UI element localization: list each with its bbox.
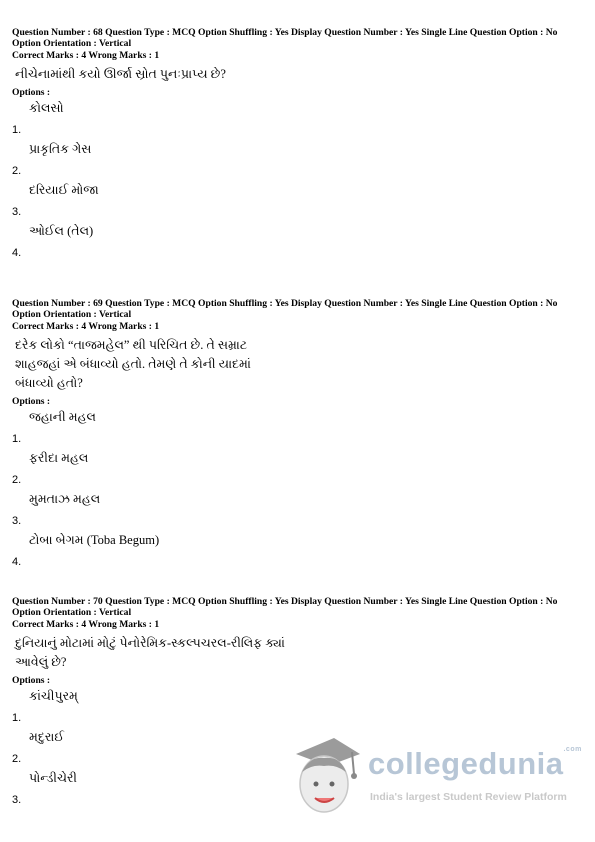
option-1[interactable] [12,408,587,449]
option-text: મદુરાઈ [29,730,64,744]
option-text: પ્રાકૃતિક ગેસ [29,142,92,156]
option-number: 1. [12,433,22,445]
option-number: 2. [12,165,22,177]
option-number: 3. [12,206,22,218]
options-label: Options : [12,396,51,407]
option-number: 2. [12,753,22,765]
option-3[interactable] [12,490,587,531]
option-text: જહાની મહલ [29,410,96,424]
options-label: Options : [12,87,51,98]
question-meta: Question Number : 68 Question Type : MCQ Option Shuffling : Yes Display Question Number : Yes Single Line Question Option : No Option Orientation : Vertical [12,27,558,49]
option-number: 2. [12,474,22,486]
option-2[interactable] [12,449,587,490]
mascot-icon [290,732,366,822]
watermark-tagline: India's largest Student Review Platform [370,791,567,803]
question-marks: Correct Marks : 4 Wrong Marks : 1 [12,50,160,61]
question-marks: Correct Marks : 4 Wrong Marks : 1 [12,619,160,630]
option-text: મુમતાઝ મહલ [29,492,101,506]
option-1[interactable] [12,687,587,728]
option-4[interactable] [12,222,587,263]
option-number: 1. [12,124,22,136]
question-meta: Question Number : 69 Question Type : MCQ Option Shuffling : Yes Display Question Number : Yes Single Line Question Option : No Option Orientation : Vertical [12,298,558,320]
option-number: 3. [12,515,22,527]
option-number: 1. [12,712,22,724]
option-text: કોલસો [29,101,64,115]
option-text: ફરીદા મહલ [29,451,89,465]
option-number: 4. [12,556,22,568]
option-text: કાંચીપુરમ્ [29,689,78,703]
option-text: ટોબા બેગમ (Toba Begum) [29,533,160,547]
question-text: દરેક લોકો “તાજમહેલ” થી પરિચિત છે. તે સમ્રાટ શાહજહાં એ બંધાવ્યો હતો. તેમણે તે કોની યાદમાં બંધાવ્યો હતો? [15,338,251,390]
question-marks: Correct Marks : 4 Wrong Marks : 1 [12,321,160,332]
question-text: નીચેનામાંથી કયો ઊર્જા સ્રોત પુનઃપ્રાપ્ય છે? [15,67,226,81]
option-1[interactable] [12,99,587,140]
question-meta: Question Number : 70 Question Type : MCQ Option Shuffling : Yes Display Question Number : Yes Single Line Question Option : No Option Orientation : Vertical [12,596,558,618]
option-number: 4. [12,247,22,259]
option-3[interactable] [12,181,587,222]
option-4[interactable] [12,531,587,572]
option-text: પોન્ડીચેરી [29,771,77,785]
question-text: દુનિયાનું મોટામાં મોટું પેનોરેમિક-સ્કલ્પચરલ-રીલિફ ક્યાં આવેલું છે? [15,636,285,669]
option-text: દરિયાઈ મોજા [29,183,99,197]
question-69 [12,298,587,572]
watermark-brand: collegedunia$^{.com}$ [368,746,582,781]
option-2[interactable] [12,140,587,181]
collegedunia-watermark [290,732,590,822]
option-number: 3. [12,794,22,806]
options-label: Options : [12,675,51,686]
question-68 [12,27,587,263]
option-text: ઓઈલ (તેલ) [29,224,94,238]
